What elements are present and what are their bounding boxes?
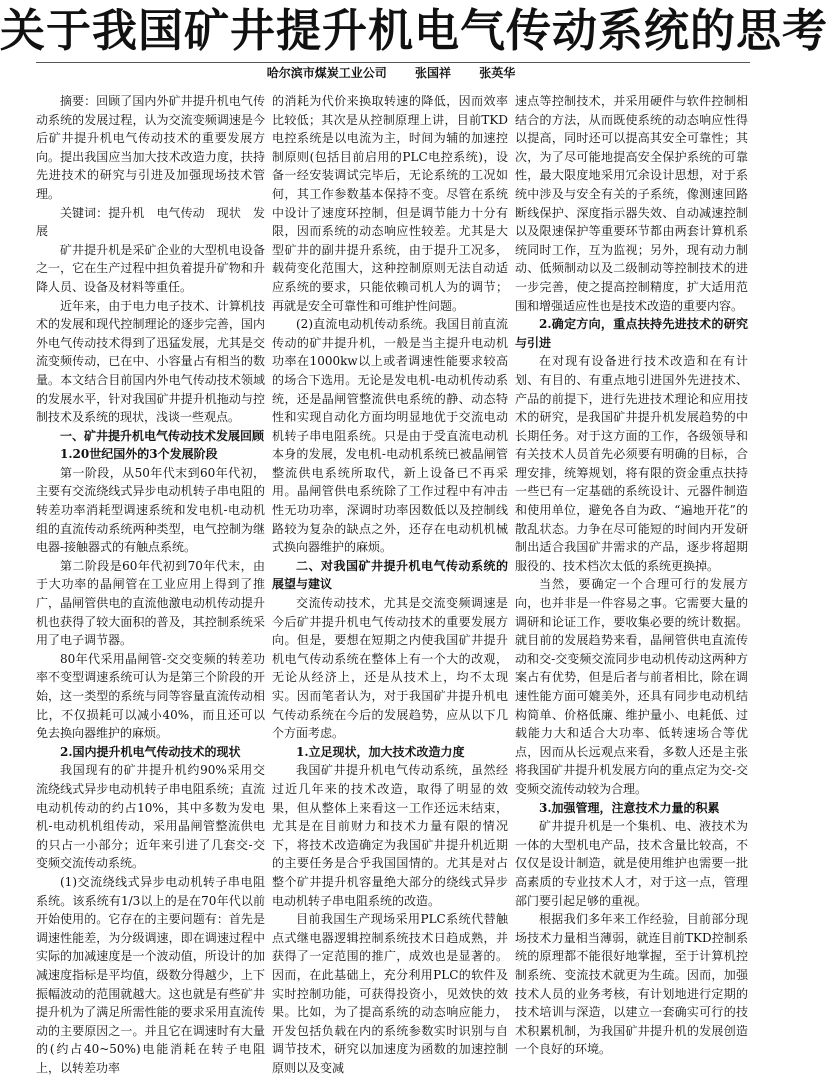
column-3 (515, 92, 748, 1057)
paragraph: 交流传动技术，尤其是交流变频调速是今后矿井提升机电气传动技术的重要发展方向。但是，要想在短期之内使我国矿井提升机电气传动系统在整体上有一个大的改观，无论从经济上，还是从技术上，均不太现实。因而笔者认为，对于我国矿井提升机电气传动系统在今后的发展趋势，应从以下几个方面考虑。 (272, 596, 508, 741)
affiliation: 哈尔滨市煤炭工业公司 (266, 66, 387, 80)
keywords: 关键词：提升机 电气传动 现状 发展 (36, 205, 265, 239)
paragraph: 的消耗为代价来换取转速的降低，因而效率比较低；其次是从控制原理上讲，目前TKD电控系统是以电流为主，时间为辅的加速控制原则(包括目前启用的PLC电控系统)，设备一经安装调试完毕后，无论系统的工况如何，其工作参数基本保持不变。尽管在系统中设计了速度环控制，但是调节能力十分有限，因而系统的动态响应性较差。尤其是大型矿井的副井提升系统，由于提升工况多，载荷变化范围大，这种控制原则无法自动适应系统的要求，只能依赖司机人为的调节；再就是安全可靠性和可维护性问题。 (272, 94, 508, 313)
subsection-heading: 2.国内提升机电气传动技术的现状 (60, 744, 241, 759)
subsection-heading: 1.20世纪国外的3个发展阶段 (60, 447, 218, 462)
paragraph: 80年代采用晶闸管-交交变频的转差功率不变型调速系统可认为是第三个阶段的开始，这一类型的系统与同等容量直流传动相比，不仅损耗可以减小40%，而且还可以免去换向器维护的麻烦。 (36, 651, 265, 741)
byline (0, 64, 782, 82)
paragraph: 根据我们多年来工作经验，目前部分现场技术力量相当薄弱，就连目前TKD控制系统的原理都不能很好地掌握，至于计算机控制系统、变流技术就更为生疏。因而，加强技术人员的业务考核，有计划地进行定期的技术培训与深造，以建立一套确实可行的技术积累机制，为我国矿井提升机的发展创造一个良好的环境。 (515, 912, 748, 1057)
paragraph: 第一阶段，从50年代末到60年代初，主要有交流绕线式异步电动机转子串电阻的转差功率消耗型调速系统和发电机-电动机组的直流传动系统两种类型，电气控制为继电器-接触器式的有触点系统。 (36, 465, 265, 555)
column-1 (36, 92, 265, 1075)
abstract: 摘要：回顾了国内外矿井提升机电气传动系统的发展过程，认为交流变频调速是今后矿井提升机电气传动技术的重要发展方向。提出我国应当加大技术改造力度，扶持先进技术的研究与引进及加强现场技术管理。 (36, 94, 265, 201)
paragraph: 矿井提升机是采矿企业的大型机电设备之一，它在生产过程中担负着提升矿物和升降人员、设备及材料等重任。 (36, 242, 265, 294)
paragraph: 我国矿井提升机电气传动系统，虽然经过近几年来的技术改造，取得了明显的效果，但从整体上来看这一工作还远未结束，尤其是在目前财力和技术力量有限的情况下，将技术改造确定为我国矿井提升机近期的主要任务是合乎我国国情的。尤其是对占整个矿井提升机容量绝大部分的绕线式异步电动机转子串电阻系统的改造。 (272, 763, 508, 908)
paragraph: (1)交流绕线式异步电动机转子串电阻系统。该系统有1/3以上的是在70年代以前开始使用的。它存在的主要问题有：首先是调速性能差，为分级调速，即在调速过程中实际的加减速度是一个波动值，所设计的加减速度指标是平均值，级数分得越少，上下振幅波动的范围就越大。这也就是有些矿井提升机为了满足所需性能的要求采用直流传动的主要原因之一。并且它在调速时有大量的(约占40~50%)电能消耗在转子电阻上，以转差功率 (36, 874, 265, 1075)
column-2 (272, 92, 508, 1075)
author-2: 张英华 (479, 66, 516, 80)
paragraph: (2)直流电动机传动系统。我国目前直流传动的矿井提升机，一般是当主提升电动机功率在1000kw以上或者调速性能要求较高的场合下选用。无论是发电机-电动机传动系统，还是晶闸管整流供电系统的静、动态特性和实现自动化方面均明显地优于交流电动机转子串电阻系统。只是由于受直流电动机本身的发展，发电机-电动机系统已被晶闸管整流供电系统所取代，新上设备已不再采用。晶闸管供电系统除了工作过程中有冲击性无功功率，深调时功率因数低以及控制线路较为复杂的缺点之外，还存在电动机机械式换向器维护的麻烦。 (272, 317, 508, 555)
section-heading: 一、矿井提升机电气传动技术发展回顾 (60, 428, 265, 443)
subsection-heading: 1.立足现状，加大技术改造力度 (296, 744, 465, 759)
page-title: 关于我国矿井提升机电气传动系统的思考 (0, 4, 828, 57)
paragraph: 第二阶段是60年代初到70年代末，由于大功率的晶闸管在工业应用上得到了推广，晶闸管供电的直流他激电动机传动提升机也获得了较大面积的普及，其控制系统采用了电子调节器。 (36, 558, 265, 648)
paragraph: 在对现有设备进行技术改造和在有计划、有目的、有重点地引进国外先进技术、产品的前提下，进行先进技术理论和应用技术的研究，是我国矿井提升机发展趋势的中长期任务。对于这方面的工作，各级领导和有关技术人员首先必须要有明确的目标，合理安排，统筹规划，将有限的资金重点扶持一些已有一定基础的系统设计、元器件制造和使用单位，避免各自为政、“遍地开花”的散乱状态。力争在尽可能短的时间内开发研制出适合我国矿井需求的产品，逐步将超期服役的、技术档次太低的系统更换掉。 (515, 354, 748, 573)
paragraph: 目前我国生产现场采用PLC系统代替触点式继电器逻辑控制系统技术日趋成熟，并获得了一定范围的推广，成效也是显著的。因而，在此基础上，充分利用PLC的软件及实时控制功能，可获得投资小，见效快的效果。比如，为了提高系统的动态响应能力，开发包括负载在内的系统参数实时识别与自调节技术，研究以加速度为函数的加速控制原则以及变减 (272, 912, 508, 1075)
paragraph: 速点等控制技术，并采用硬件与软件控制相结合的方法，从而既使系统的动态响应性得以提高，同时还可以提高其安全可靠性；其次，为了尽可能地提高安全保护系统的可靠性，最大限度地采用冗余设计思想，对于系统中涉及与安全有关的子系统，像测速回路断线保护、深度指示器失效、自动减速控制以及限速保护等重要环节都由两套计算机系统同时工作，互为监视；另外，现有动力制动、低频制动以及二级制动等控制技术的进一步完善，使之提高控制精度，扩大适用范围和增强适应性也是技术改造的重要内容。 (515, 94, 748, 313)
section-heading: 二、对我国矿井提升机电气传动系统的展望与建议 (272, 558, 508, 592)
paragraph: 矿井提升机是一个集机、电、液技术为一体的大型机电产品，技术含量比较高，不仅仅是设计制造，就是使用维护也需要一批高素质的专业技术人才，对于这一点，管理部门要引起足够的重视。 (515, 819, 748, 908)
author-1: 张国祥 (414, 66, 451, 80)
title-rule (36, 62, 750, 63)
paragraph: 近年来，由于电力电子技术、计算机技术的发展和现代控制理论的逐步完善，国内外电气传动技术得到了迅猛发展，尤其是交流变频传动，已在中、小容量占有相当的数量。本文结合目前国内外电气传动技术领域的发展水平，针对我国矿井提升机拖动与控制技术及系统的现状，浅谈一些观点。 (36, 298, 265, 425)
paragraph: 我国现有的矿井提升机约90%采用交流绕线式异步电动机转子串电阻系统；直流电动机传动的约占10%，其中多数为发电机-电动机机组传动，采用晶闸管整流供电的只占一小部分；近年来引进了几套交-交变频交流传动系统。 (36, 763, 265, 871)
subsection-heading: 2.确定方向，重点扶持先进技术的研究与引进 (515, 317, 748, 350)
subsection-heading: 3.加强管理，注意技术力量的积累 (539, 800, 720, 815)
paragraph: 当然，要确定一个合理可行的发展方向，也并非是一件容易之事。它需要大量的调研和论证工作，要收集必要的统计数据。就目前的发展趋势来看，晶闸管供电直流传动和交-交变频交流同步电动机传动这两种方案占有优势，但是后者与前者相比，除在调速性能方面可媲美外，还具有同步电动机结构简单、价格低廉、维护量小、电耗低、过载能力大和适合大功率、低转速场合等优点，因而从长远观点来看，多数人还是主张将我国矿井提升机发展方向的重点定为交-交变频交流传动较为合理。 (515, 577, 748, 796)
